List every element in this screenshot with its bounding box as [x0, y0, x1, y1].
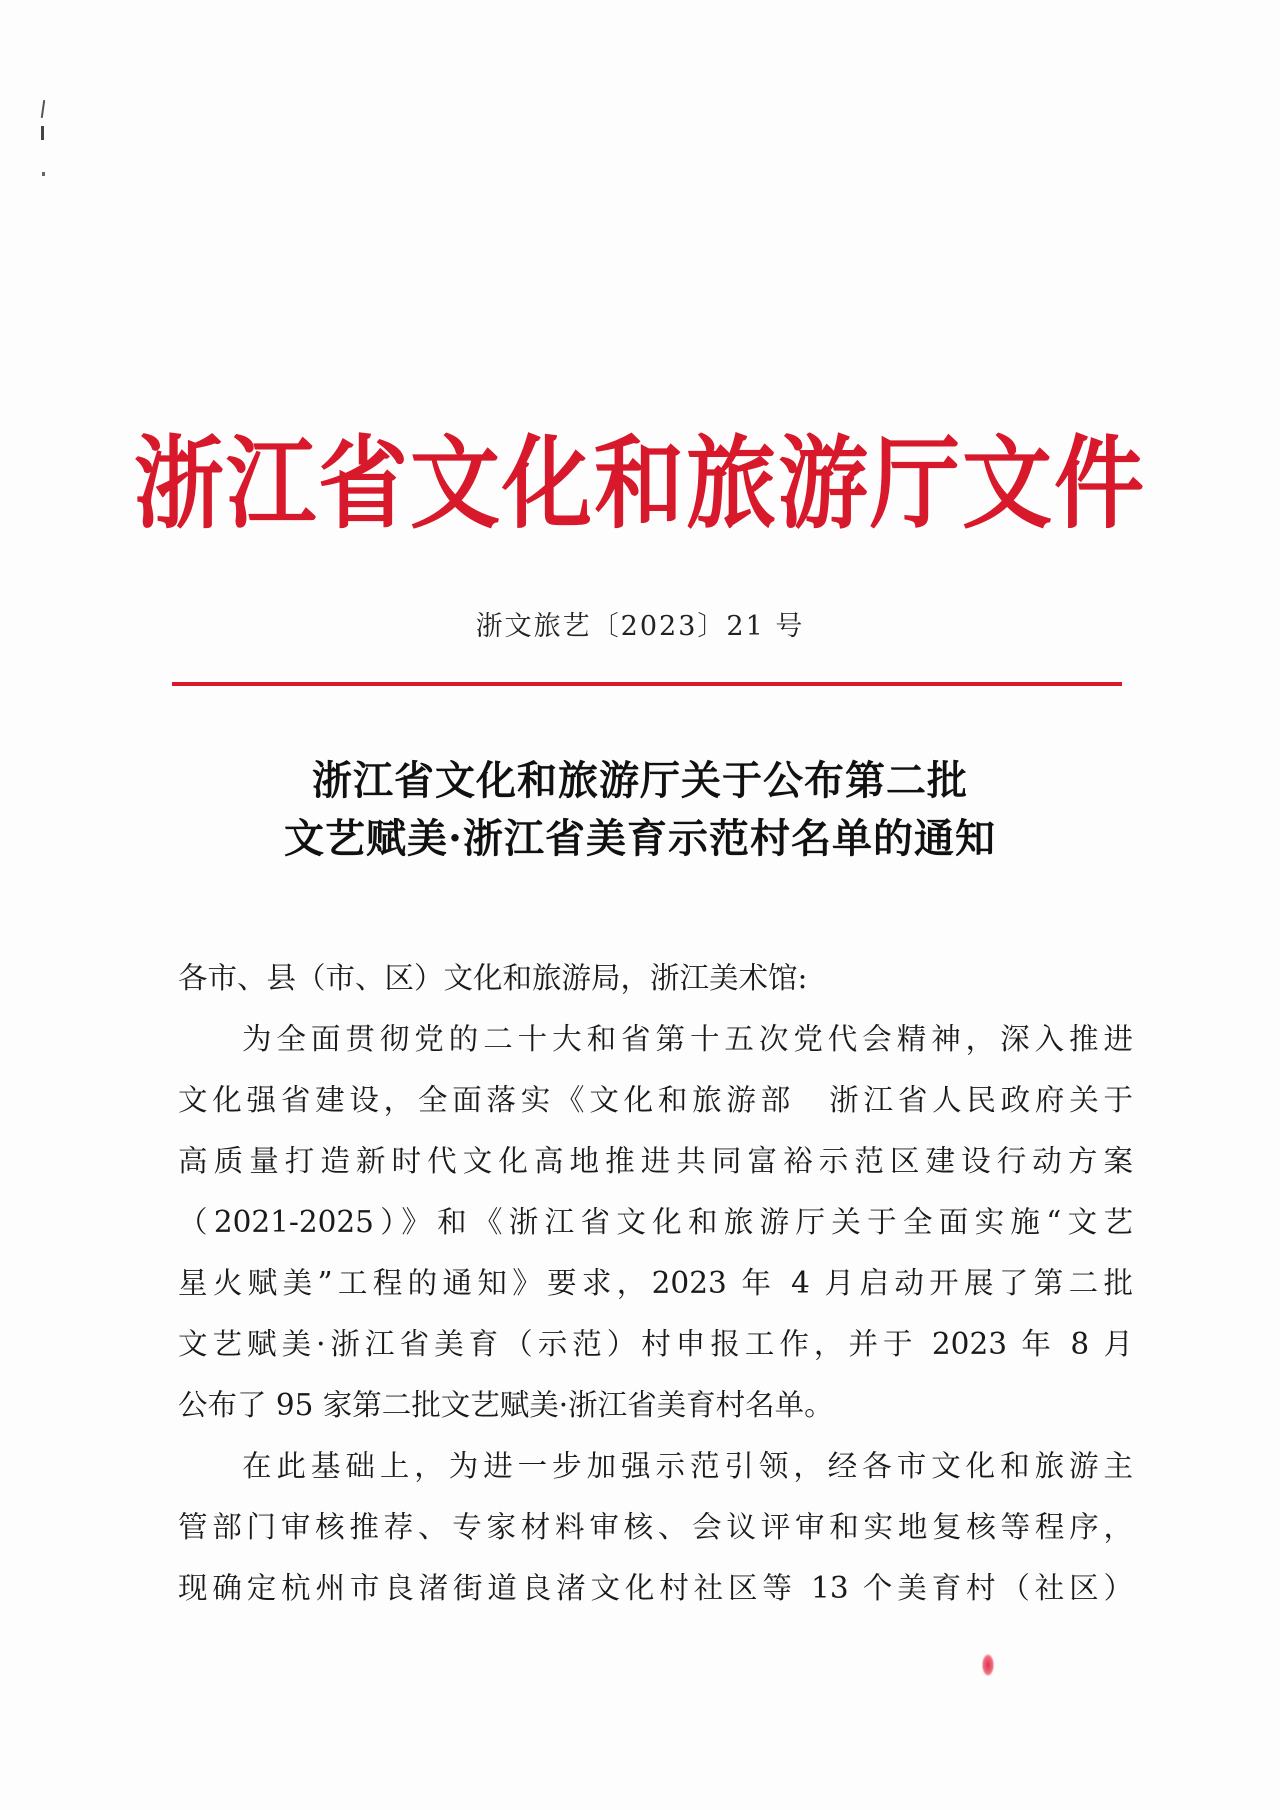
masthead-title: 浙江省文化和旅游厅文件 — [134, 425, 1146, 544]
scan-artifact — [40, 100, 46, 180]
paragraph-1-line: 星火赋美”工程的通知》要求，2023 年 4 月启动开展了第二批 — [178, 1266, 1133, 1300]
paragraph-2-line: 现确定杭州市良渚街道良渚文化村社区等 13 个美育村（社区） — [178, 1571, 1133, 1605]
notice-title — [0, 752, 1280, 868]
red-divider-line — [172, 682, 1122, 686]
body-text — [178, 948, 1133, 1619]
scan-speck — [982, 1654, 994, 1676]
paragraph-1-line: （2021-2025）》和《浙江省文化和旅游厅关于全面实施“文艺 — [178, 1205, 1133, 1239]
salutation: 各市、县（市、区）文化和旅游局，浙江美术馆: — [178, 961, 808, 995]
paragraph-1-line: 高质量打造新时代文化高地推进共同富裕示范区建设行动方案 — [178, 1144, 1133, 1178]
notice-title-line-1: 浙江省文化和旅游厅关于公布第二批 — [312, 757, 968, 804]
paragraph-1-line: 公布了 95 家第二批文艺赋美·浙江省美育村名单。 — [178, 1388, 834, 1422]
paragraph-1-line: 为全面贯彻党的二十大和省第十五次党代会精神，深入推进 — [242, 1022, 1133, 1056]
paragraph-2-line: 在此基础上，为进一步加强示范引领，经各市文化和旅游主 — [242, 1449, 1133, 1483]
paragraph-1-line: 文艺赋美·浙江省美育（示范）村申报工作，并于 2023 年 8 月 — [178, 1327, 1133, 1361]
paragraph-1-line: 文化强省建设，全面落实《文化和旅游部 浙江省人民政府关于 — [178, 1083, 1133, 1117]
notice-title-line-2: 文艺赋美·浙江省美育示范村名单的通知 — [284, 815, 996, 862]
document-number: 浙文旅艺〔2023〕21 号 — [475, 611, 805, 642]
paragraph-2-line: 管部门审核推荐、专家材料审核、会议评审和实地复核等程序， — [178, 1510, 1133, 1544]
